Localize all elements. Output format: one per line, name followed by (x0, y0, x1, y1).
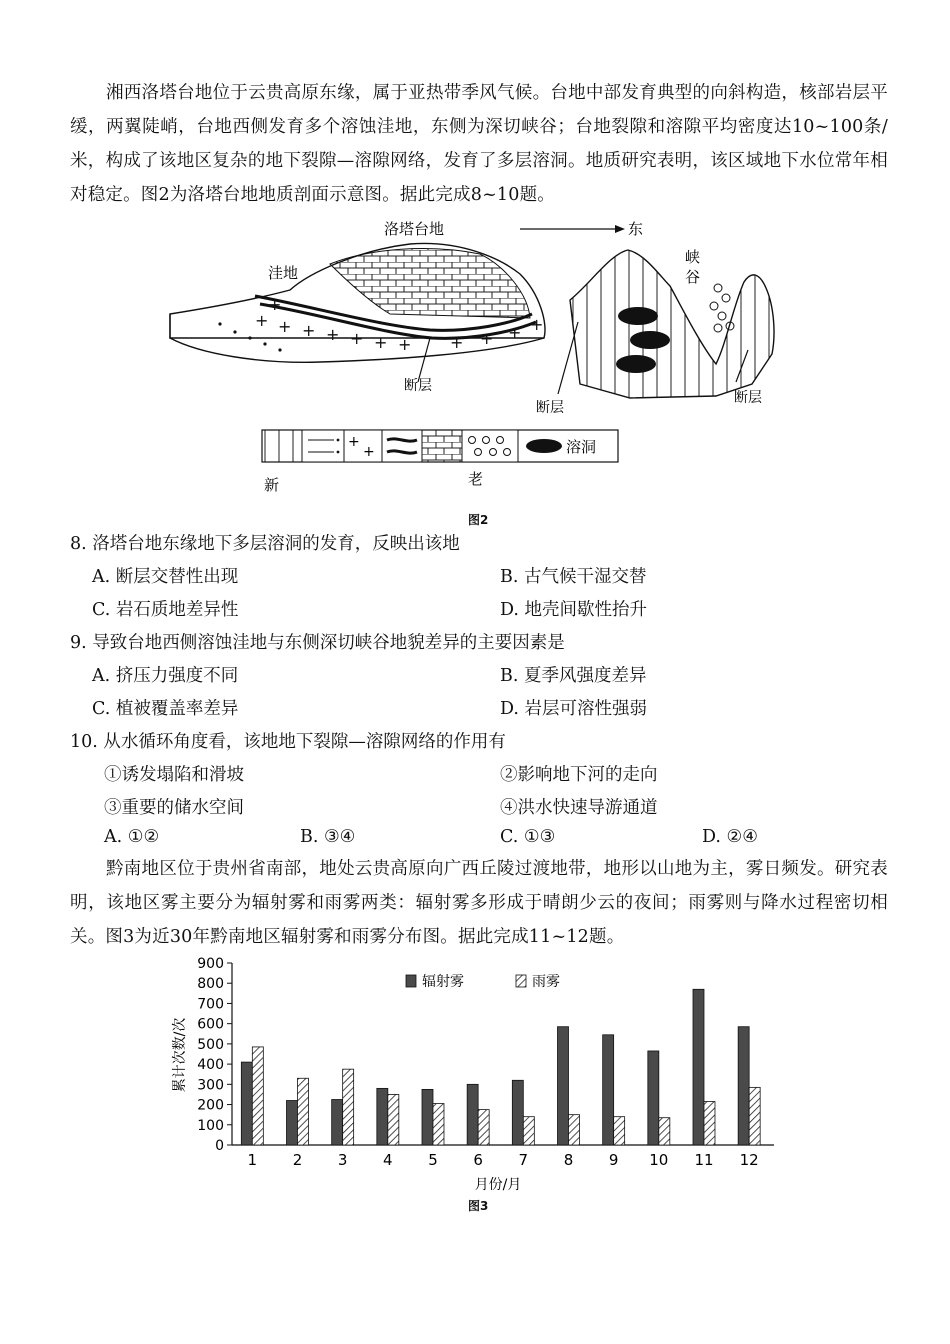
q10-statement-4: ④洪水快速导游通道 (500, 798, 658, 818)
depression-label: 洼地 (268, 264, 299, 282)
q10-option-d: D. ②④ (702, 827, 758, 847)
chart-bar-rain-fog (614, 1117, 625, 1145)
q9-option-c: C. 植被覆盖率差异 (92, 699, 239, 719)
passage-1: 湘西洛塔台地位于云贵高原东缘，属于亚热带季风气候。台地中部发育典型的向斜构造，核部岩层平缓，两翼陡峭，台地西侧发育多个溶蚀洼地，东侧为深切峡谷；台地裂隙和溶隙平均密度达10~100条/米，构成了该地区复杂的地下裂隙—溶隙网络，发育了多层溶洞。地质研究表明，该区域地下水位常年相对稳定。图2为洛塔台地地质剖面示意图。据此完成8~10题。 (70, 83, 888, 205)
svg-text:+: + (255, 311, 269, 330)
chart-y-tick-label: 500 (197, 1036, 224, 1053)
chart-bar-rain-fog (568, 1115, 579, 1145)
chart-bar-radiation-fog (286, 1101, 297, 1145)
passage-2: 黔南地区位于贵州省南部，地处云贵高原向广西丘陵过渡地带，地形以山地为主，雾日频发。研究表明，该地区雾主要分为辐射雾和雨雾两类：辐射雾多形成于晴朗少云的夜间；雨雾则与降水过程密切相关。图3为近30年黔南地区辐射雾和雨雾分布图。据此完成11~12题。 (70, 859, 888, 947)
gorge-label-2: 谷 (685, 268, 701, 286)
chart-x-tick-label: 8 (563, 1151, 574, 1169)
q8-option-d: D. 地壳间歇性抬升 (500, 600, 648, 620)
chart-x-axis-label: 月份/月 (474, 1177, 522, 1193)
q9-option-d: D. 岩层可溶性强弱 (500, 699, 648, 719)
gorge-label-1: 峡 (685, 248, 701, 266)
svg-text:+: + (278, 317, 292, 336)
chart-y-axis-label: 累计次数/次 (172, 1017, 188, 1093)
chart-bar-radiation-fog (693, 989, 704, 1145)
fault-label-1: 断层 (404, 378, 432, 394)
chart-bar-rain-fog (704, 1102, 715, 1145)
chart-x-tick-label: 7 (518, 1151, 529, 1169)
q10-option-a: A. ①② (104, 827, 160, 847)
chart-bar-rain-fog (297, 1078, 308, 1145)
figure-2-cross-section (160, 214, 800, 514)
q10-statement-1: ①诱发塌陷和滑坡 (104, 765, 244, 785)
chart-y-tick-label: 0 (215, 1138, 224, 1154)
figure-3-bar-chart (160, 955, 790, 1195)
chart-bar-radiation-fog (512, 1080, 523, 1145)
chart-bar-rain-fog (478, 1110, 489, 1145)
chart-y-tick-label: 200 (197, 1097, 224, 1114)
chart-bar-radiation-fog (377, 1088, 388, 1145)
fault-line-2 (558, 322, 578, 394)
chart-bar-radiation-fog (467, 1084, 478, 1145)
q10-option-c: C. ①③ (500, 827, 556, 847)
chart-bar-radiation-fog (422, 1089, 433, 1145)
chart-y-tick-label: 300 (197, 1077, 224, 1094)
chart-legend-swatch (406, 975, 416, 987)
svg-text:+: + (302, 321, 316, 340)
chart-bar-rain-fog (252, 1047, 263, 1145)
chart-y-tick-label: 600 (197, 1016, 224, 1033)
chart-x-tick-label: 9 (608, 1151, 619, 1169)
chart-bar-rain-fog (523, 1117, 534, 1145)
chart-x-tick-label: 5 (428, 1151, 438, 1169)
svg-text:+: + (450, 333, 464, 352)
chart-bar-rain-fog (433, 1104, 444, 1145)
figure-2-caption: 图2 (468, 513, 489, 527)
fault-line-1 (418, 338, 430, 382)
chart-x-tick-label: 11 (694, 1151, 714, 1169)
chart-x-tick-label: 2 (292, 1151, 303, 1169)
svg-text:+: + (398, 335, 412, 354)
direction-arrowhead (615, 225, 625, 233)
chart-y-tick-label: 100 (197, 1117, 224, 1134)
chart-y-tick-label: 700 (197, 996, 224, 1013)
chart-y-tick-label: 900 (197, 956, 224, 972)
chart-bar-radiation-fog (738, 1027, 749, 1145)
chart-bar-radiation-fog (648, 1051, 659, 1145)
q10-statement-2: ②影响地下河的走向 (500, 765, 658, 785)
legend-new-label: 新 (264, 476, 280, 494)
legend-old-label: 老 (468, 470, 484, 488)
svg-text:+: + (530, 315, 544, 334)
chart-x-tick-label: 3 (337, 1151, 348, 1169)
eastern-ridge (570, 250, 774, 398)
q8-stem: 8. 洛塔台地东缘地下多层溶洞的发育，反映出该地 (70, 534, 460, 554)
q9-option-b: B. 夏季风强度差异 (500, 666, 647, 686)
svg-text:+: + (326, 325, 340, 344)
chart-legend-label: 辐射雾 (422, 974, 464, 990)
fault-label-2: 断层 (536, 400, 564, 416)
chart-legend-swatch (516, 975, 526, 987)
chart-x-tick-label: 10 (649, 1151, 669, 1169)
chart-x-tick-label: 1 (247, 1151, 258, 1169)
chart-bar-rain-fog (388, 1094, 399, 1145)
chart-bar-radiation-fog (241, 1062, 252, 1145)
q8-option-c: C. 岩石质地差异性 (92, 600, 239, 620)
east-label: 东 (628, 220, 644, 238)
svg-text:+: + (374, 333, 388, 352)
q10-option-b: B. ③④ (300, 827, 356, 847)
q9-stem: 9. 导致台地西侧溶蚀洼地与东侧深切峡谷地貌差异的主要因素是 (70, 633, 565, 653)
plateau-label: 洛塔台地 (384, 220, 445, 238)
chart-y-tick-label: 400 (197, 1057, 224, 1074)
svg-text:+: + (348, 434, 360, 450)
chart-x-tick-label: 6 (473, 1151, 483, 1169)
q9-option-a: A. 挤压力强度不同 (92, 666, 239, 686)
svg-text:+: + (363, 444, 375, 460)
chart-x-tick-label: 4 (383, 1151, 393, 1169)
figure-3-caption: 图3 (468, 1199, 489, 1213)
q8-option-a: A. 断层交替性出现 (92, 567, 239, 587)
chart-x-tick-label: 12 (739, 1151, 759, 1169)
svg-text:+: + (350, 329, 364, 348)
chart-bar-rain-fog (749, 1087, 760, 1145)
legend-cave-label: 溶洞 (566, 438, 597, 456)
svg-text:+: + (508, 323, 522, 342)
chart-bar-rain-fog (659, 1118, 670, 1145)
svg-text:+: + (268, 295, 282, 314)
chart-bar-radiation-fog (557, 1027, 568, 1145)
chart-y-tick-label: 800 (197, 976, 224, 993)
chart-bar-radiation-fog (603, 1035, 614, 1145)
chart-bar-radiation-fog (332, 1100, 343, 1146)
q8-option-b: B. 古气候干湿交替 (500, 567, 647, 587)
chart-legend-label: 雨雾 (532, 974, 560, 990)
chart-bar-rain-fog (343, 1069, 354, 1145)
svg-text:+: + (480, 329, 494, 348)
figure-2-legend (262, 430, 618, 462)
fault-label-3: 断层 (734, 390, 762, 406)
q10-stem: 10. 从水循环角度看，该地地下裂隙—溶隙网络的作用有 (70, 732, 506, 752)
q10-statement-3: ③重要的储水空间 (104, 798, 244, 818)
